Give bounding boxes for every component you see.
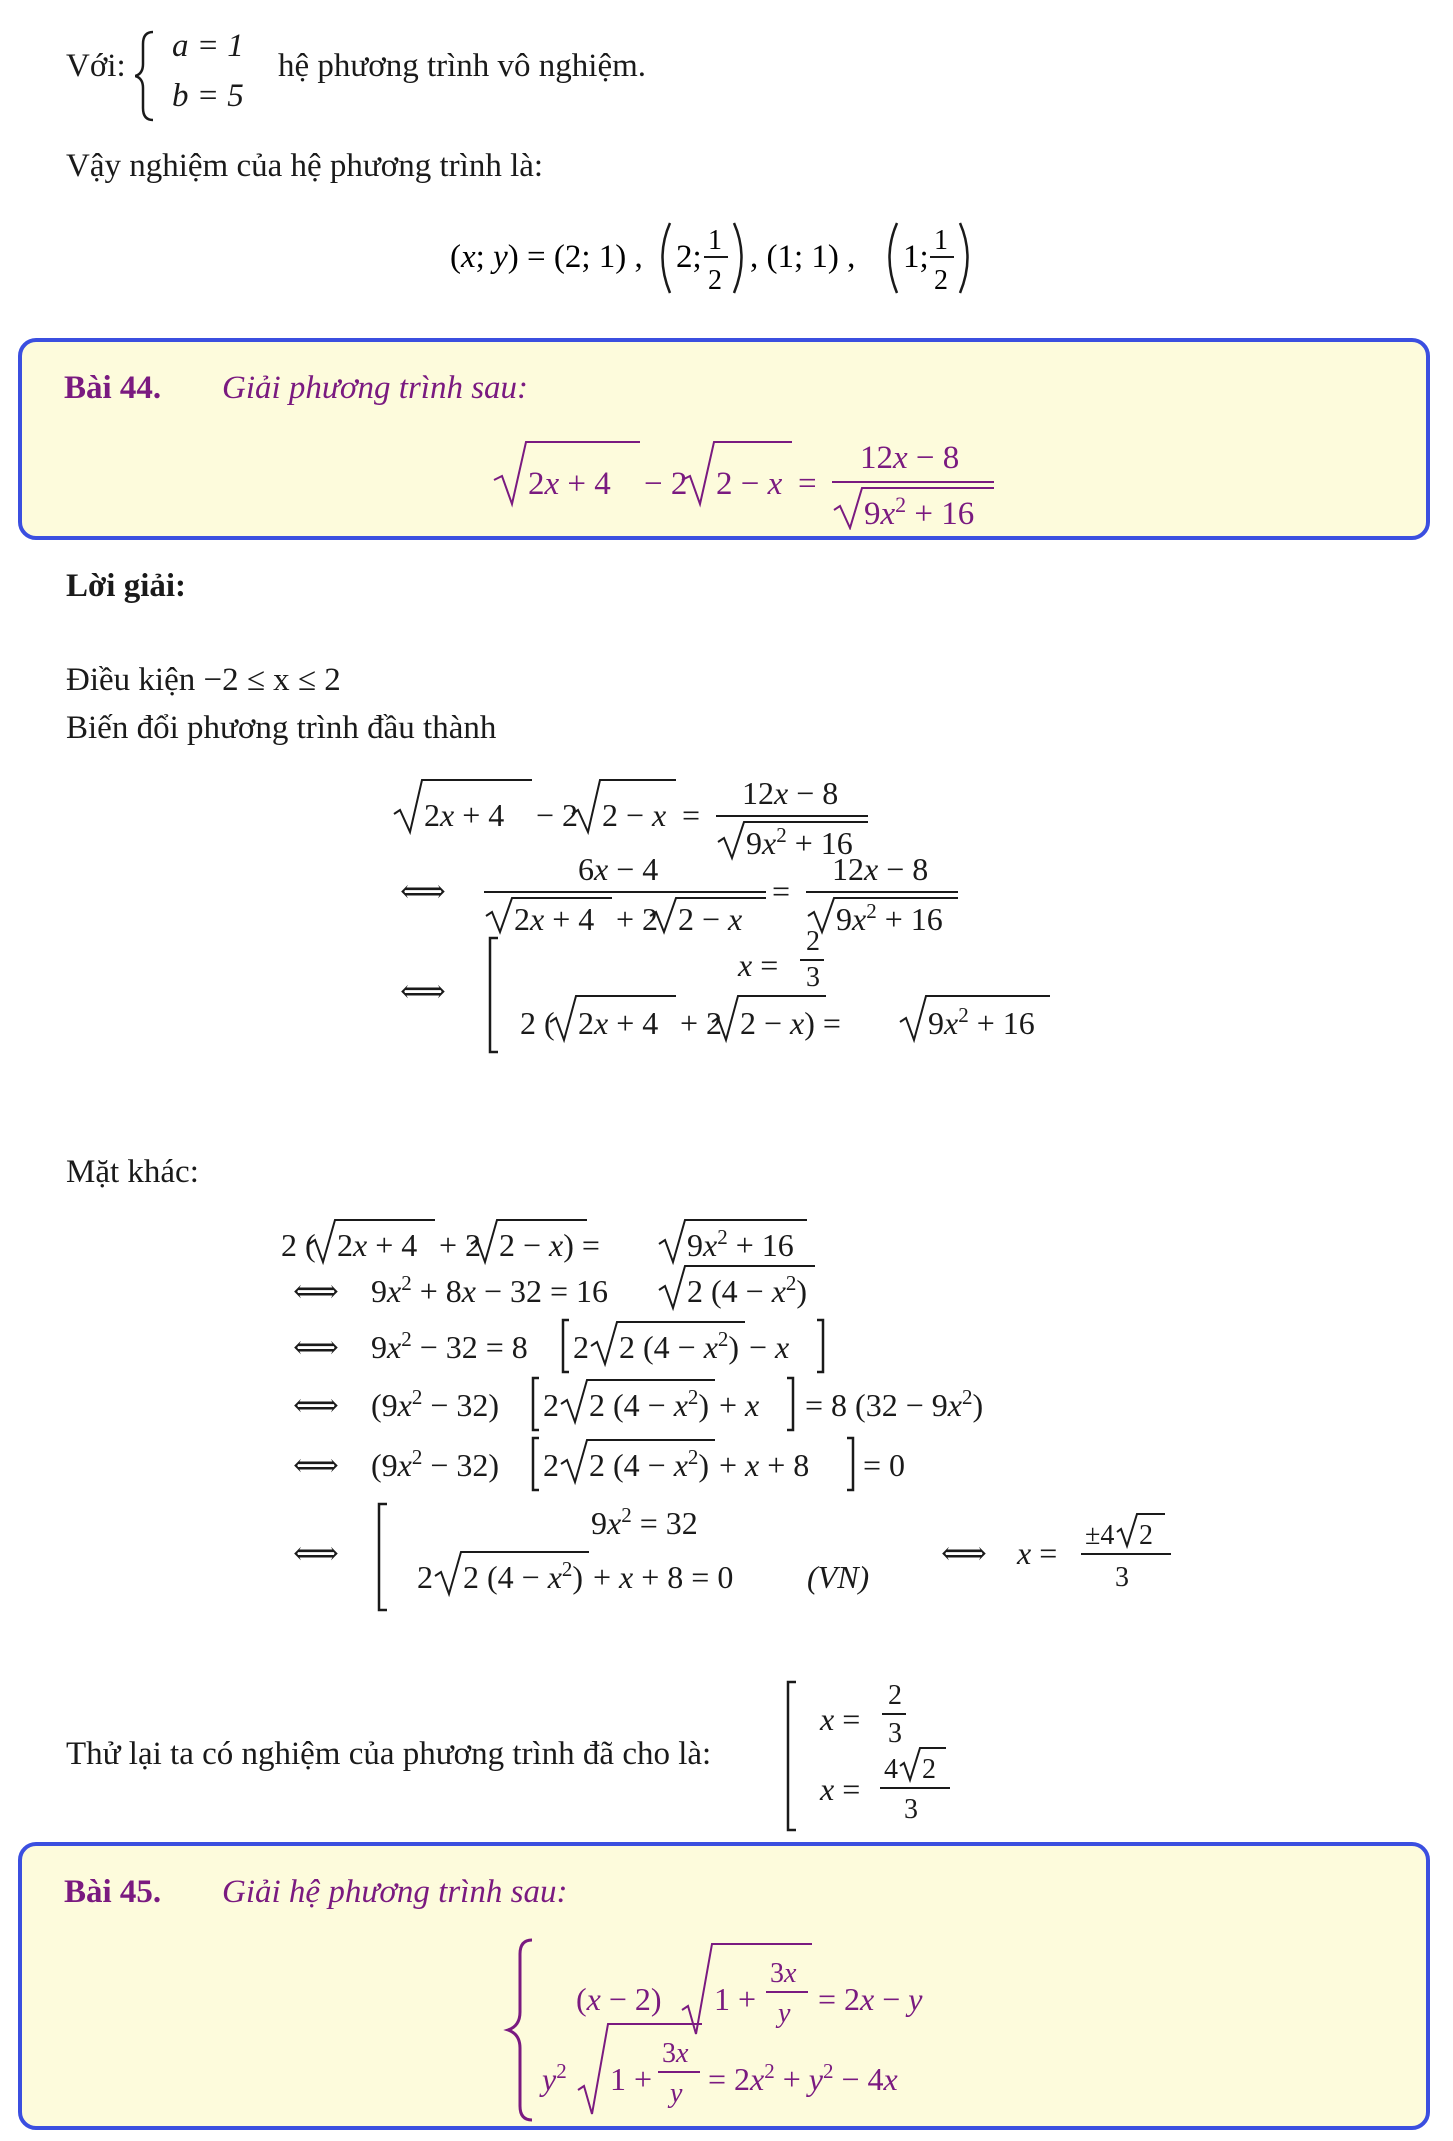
svg-text:y: y — [670, 2078, 683, 2109]
svg-text:x =: x = — [1017, 1535, 1058, 1571]
svg-text:+ x + 8 = 0: + x + 8 = 0 — [593, 1559, 734, 1595]
svg-text:(9x2 − 32): $(9x^2 - 32)$ — [371, 1445, 500, 1483]
svg-text:⟺: ⟺ — [400, 973, 446, 1009]
svg-text:2 (4 − x2): 2 $(4 - x^2)$ — [589, 1385, 710, 1423]
svg-text:2x + 4: 2x + 4 — [528, 466, 611, 502]
svg-text:9x2 = 32: $9x^2 = 32$ — [591, 1503, 698, 1541]
svg-text:= 0: = 0 — [863, 1447, 906, 1483]
svg-text:2;: 2; — [676, 239, 702, 275]
svg-text:+ x + 8: + x + 8 — [719, 1447, 810, 1483]
svg-text:− x: − x — [749, 1329, 790, 1365]
svg-text:9x2 + 16: $9x^2 + 16$ — [864, 492, 975, 530]
svg-text:+ 2: + 2 — [439, 1227, 482, 1263]
svg-text:3: 3 — [1115, 1562, 1129, 1593]
svg-text:⟺: ⟺ — [293, 1329, 339, 1365]
problem-45-task: Giải hệ phương trình sau: — [222, 1874, 568, 1910]
svg-text:2 (: 2 ( — [281, 1227, 316, 1263]
svg-text:= 2x − y: = 2x − y — [818, 1981, 923, 2017]
svg-text:2: 2 — [708, 265, 722, 296]
svg-text:2: 2 — [543, 1447, 559, 1483]
svg-text:y2: $y^2$ — [542, 2059, 567, 2097]
final-answer-formula — [784, 1676, 984, 1836]
svg-text:12x − 8: 12x − 8 — [860, 440, 960, 476]
svg-text:2: 2 — [934, 265, 948, 296]
svg-text:9x2 − 32 = 8: $9x^2 - 32 = 8$ — [371, 1327, 528, 1365]
svg-text:+ 2: + 2 — [680, 1005, 723, 1041]
svg-text:2x + 4: 2x + 4 — [514, 901, 595, 937]
svg-text:9x2 + 16: $9x^2 + 16$ — [687, 1225, 794, 1263]
svg-text:9x2 + 16: $9x^2 + 16$ — [746, 823, 853, 861]
svg-text:− 2: − 2 — [536, 797, 579, 833]
svg-text:1 +: 1 + — [610, 2061, 653, 2097]
problem-45-system — [502, 1936, 1002, 2126]
svg-text:3: 3 — [888, 1718, 902, 1749]
svg-text:1: 1 — [708, 225, 722, 256]
svg-text:3: 3 — [806, 962, 820, 993]
svg-text:2: 2 — [922, 1754, 936, 1785]
svg-text:x =: x = — [738, 947, 779, 983]
svg-text:(x; y) = (2; 1) ,: (x; y) = (2; 1) , — [450, 239, 643, 275]
svg-text:2 − x: 2 − x — [716, 466, 783, 502]
problem-44-box — [18, 338, 1430, 540]
svg-text:1;: 1; — [903, 239, 929, 275]
solution-heading: Lời giải: — [66, 568, 187, 604]
svg-text:2: 2 — [806, 926, 820, 957]
svg-text:3x: 3x — [770, 1958, 797, 1989]
svg-text:2: 2 — [573, 1329, 589, 1365]
svg-text:2 (4 − x2): 2 $(4 - x^2)$ — [687, 1271, 808, 1309]
svg-text:⟺: ⟺ — [293, 1273, 339, 1309]
svg-text:2 − x) =: 2 − x) = — [499, 1227, 600, 1263]
svg-text:1 +: 1 + — [714, 1981, 757, 2017]
svg-text:1: 1 — [934, 225, 948, 256]
svg-text:12x − 8: 12x − 8 — [742, 775, 839, 811]
svg-text:6x − 4: 6x − 4 — [578, 851, 659, 887]
svg-text:(x − 2): (x − 2) — [576, 1981, 662, 2017]
svg-text:2 (4 − x2): 2 $(4 - x^2)$ — [589, 1445, 710, 1483]
svg-text:⟺: ⟺ — [293, 1535, 339, 1571]
problem-45-number: Bài 45. — [64, 1874, 162, 1910]
svg-text:− 2: − 2 — [644, 466, 688, 502]
svg-text:2x + 4: 2x + 4 — [578, 1005, 659, 1041]
svg-text:, (1; 1) ,: , (1; 1) , — [750, 239, 856, 275]
svg-text:2: 2 — [543, 1387, 559, 1423]
svg-text:2: 2 — [417, 1559, 433, 1595]
svg-text:12x − 8: 12x − 8 — [832, 851, 929, 887]
svg-text:2 (4 − x2): 2 $(4 - x^2)$ — [619, 1327, 740, 1365]
svg-text:y: y — [778, 1998, 791, 2029]
svg-text:2x + 4: 2x + 4 — [337, 1227, 418, 1263]
svg-text:3: 3 — [904, 1794, 918, 1825]
svg-text:2: 2 — [888, 1680, 902, 1711]
system-line-a: a = 1 — [172, 28, 244, 64]
svg-text:2 − x: 2 − x — [602, 797, 667, 833]
svg-text:⟺: ⟺ — [293, 1447, 339, 1483]
solution-set-formula — [450, 205, 1010, 305]
other-hand-text: Mặt khác: — [66, 1154, 199, 1190]
svg-text:2 (4 − x2): 2 $(4 - x^2)$ — [463, 1557, 584, 1595]
svg-text:⟺: ⟺ — [400, 873, 446, 909]
svg-text:(9x2 − 32): $(9x^2 - 32)$ — [371, 1385, 500, 1423]
problem-44-number: Bài 44. — [64, 370, 162, 406]
svg-text:2x + 4: 2x + 4 — [424, 797, 505, 833]
with-label: Với: — [66, 48, 126, 84]
svg-text:9x2 + 8x − 32 = 16: $9x^2 + 8x - 32 = 16$ — [371, 1271, 609, 1309]
svg-text:(VN): (VN) — [807, 1559, 870, 1595]
svg-text:+ 2: + 2 — [616, 901, 659, 937]
svg-text:= 8 (32 − 9x2): = 8 $(32 - 9x^2)$ — [805, 1385, 984, 1423]
conclusion-text: Vậy nghiệm của hệ phương trình là: — [66, 148, 544, 184]
svg-text:2: 2 — [1139, 1520, 1153, 1551]
svg-text:9x2 + 16: $9x^2 + 16$ — [836, 899, 943, 937]
problem-44-equation — [492, 430, 1032, 530]
condition-text: Điều kiện −2 ≤ x ≤ 2 — [66, 662, 341, 698]
no-solution-text: hệ phương trình vô nghiệm. — [278, 48, 647, 84]
svg-text:x =: x = — [820, 1771, 861, 1807]
svg-text:+ x: + x — [719, 1387, 760, 1423]
svg-text:=: = — [798, 466, 817, 502]
svg-text:9x2 + 16: $9x^2 + 16$ — [928, 1003, 1035, 1041]
derivation-block-2 — [275, 1214, 1195, 1614]
svg-text:⟺: ⟺ — [293, 1387, 339, 1423]
problem-45-box — [18, 1842, 1430, 2130]
derivation-block-1 — [390, 770, 1070, 1060]
transform-text: Biến đổi phương trình đầu thành — [66, 710, 497, 746]
svg-text:⟺: ⟺ — [941, 1535, 987, 1571]
svg-text:x =: x = — [820, 1701, 861, 1737]
svg-text:=: = — [682, 797, 701, 833]
svg-text:2 − x: 2 − x — [678, 901, 743, 937]
svg-text:=: = — [772, 873, 791, 909]
svg-text:4: 4 — [884, 1754, 898, 1785]
problem-44-task: Giải phương trình sau: — [222, 370, 529, 406]
svg-text:= 2x2 + y2 − 4x: = $2x^2 + y^2 - 4x$ — [708, 2059, 898, 2097]
svg-text:2 − x) =: 2 − x) = — [740, 1005, 841, 1041]
check-text: Thử lại ta có nghiệm của phương trình đã cho là: — [66, 1736, 712, 1772]
svg-text:±4: ±4 — [1085, 1520, 1115, 1551]
svg-text:2 (: 2 ( — [520, 1005, 555, 1041]
svg-text:3x: 3x — [662, 2038, 689, 2069]
system-line-b: b = 5 — [172, 78, 244, 114]
